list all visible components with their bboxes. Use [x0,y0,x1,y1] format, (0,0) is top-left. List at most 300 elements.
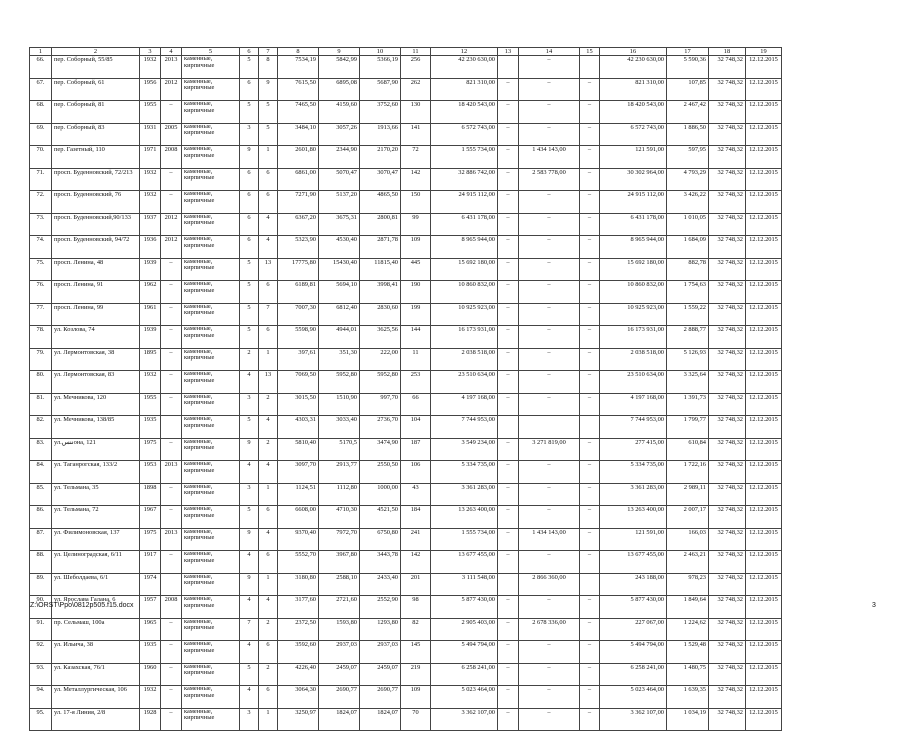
column-number-cell: 3 [140,48,161,56]
table-cell: 23 510 634,00 [600,371,667,394]
table-cell: – [161,641,182,664]
table-cell: 72. [30,191,52,214]
table-cell: ул. Филимоновская, 137 [52,528,140,551]
table-cell: – [498,596,519,619]
table-cell: 1898 [140,483,161,506]
column-number-cell: 5 [182,48,240,56]
table-cell: 1 555 734,00 [431,146,498,169]
table-cell: – [498,438,519,461]
table-cell: 32 748,32 [709,551,746,574]
table-cell: каменные, кирпичные [182,348,240,371]
table-cell: каменные, кирпичные [182,236,240,259]
table-cell: 4710,30 [319,506,360,529]
table-cell: – [580,663,600,686]
table-cell: 32 748,32 [709,168,746,191]
table-row [30,371,782,394]
table-cell: 32 748,32 [709,258,746,281]
table-cell: 1957 [140,596,161,619]
table-cell: 74. [30,236,52,259]
table-cell: 18 420 543,00 [600,101,667,124]
table-cell: 130 [401,101,431,124]
table-cell: 9 [240,438,259,461]
table-cell: 2012 [161,78,182,101]
table-cell: – [498,483,519,506]
table-cell: 5952,80 [319,371,360,394]
table-cell [161,416,182,439]
table-cell: 2344,90 [319,146,360,169]
table-cell: 1 224,62 [667,618,709,641]
table-cell: – [519,393,580,416]
table-cell: каменные, кирпичные [182,191,240,214]
table-cell: 3 [240,483,259,506]
column-number-cell: 9 [319,48,360,56]
table-cell: – [580,326,600,349]
table-cell: 6 431 178,00 [431,213,498,236]
table-cell: 5 [240,101,259,124]
table-cell: 1 [259,708,278,731]
table-cell: – [519,326,580,349]
table-row [30,461,782,484]
table-cell: 3 111 548,00 [431,573,498,596]
table-cell: 6 431 178,00 [600,213,667,236]
table-cell: 1955 [140,393,161,416]
table-cell: 32 748,32 [709,506,746,529]
table-cell: 3 361 283,00 [431,483,498,506]
table-cell: просп. Буденновский, 72/213 [52,168,140,191]
table-cell: ул. Металлургическая, 106 [52,686,140,709]
table-cell: – [498,708,519,731]
table-cell: – [498,528,519,551]
table-cell: 32 748,32 [709,618,746,641]
table-cell: 187 [401,438,431,461]
table-cell: 1824,07 [360,708,401,731]
table-cell: 10 860 832,00 [431,281,498,304]
table-cell: 12.12.2015 [746,618,782,641]
table-cell: 1935 [140,416,161,439]
table-cell: ул. Тельмана, 35 [52,483,140,506]
table-cell: 9 [240,573,259,596]
table-cell: 5687,90 [360,78,401,101]
column-number-cell: 16 [600,48,667,56]
table-cell: – [161,483,182,506]
table-cell: 5 494 794,00 [600,641,667,664]
table-cell: пер. Соборный, 61 [52,78,140,101]
table-cell: 7972,70 [319,528,360,551]
table-row [30,483,782,506]
column-number-cell: 19 [746,48,782,56]
table-cell: 5842,99 [319,56,360,79]
table-row [30,416,782,439]
table-cell: 72 [401,146,431,169]
table-cell: 92. [30,641,52,664]
table-cell: каменные, кирпичные [182,416,240,439]
table-cell: – [580,461,600,484]
table-cell: 1112,80 [319,483,360,506]
table-cell: – [498,348,519,371]
table-cell: 1 529,48 [667,641,709,664]
table-cell: – [519,461,580,484]
table-cell: 1 639,35 [667,686,709,709]
table-cell: – [498,506,519,529]
table-cell: 1 [259,146,278,169]
table-cell: 4 [259,236,278,259]
table-row [30,641,782,664]
table-cell: 32 748,32 [709,303,746,326]
table-cell: 4 [240,686,259,709]
table-cell: 5810,40 [278,438,319,461]
table-cell: – [161,438,182,461]
table-row [30,326,782,349]
table-cell: – [519,686,580,709]
table-cell: 2005 [161,123,182,146]
table-cell: 6861,00 [278,168,319,191]
table-cell: – [519,483,580,506]
table-row [30,303,782,326]
table-cell: 2 [259,618,278,641]
table-cell: – [161,686,182,709]
table-cell: 32 748,32 [709,596,746,619]
table-cell: 1967 [140,506,161,529]
table-row [30,348,782,371]
column-number-cell: 10 [360,48,401,56]
table-row [30,708,782,731]
table-cell: 87. [30,528,52,551]
table-cell: – [519,371,580,394]
table-cell: каменные, кирпичные [182,101,240,124]
table-cell: – [161,506,182,529]
table-cell: 2552,90 [360,596,401,619]
table-cell: – [161,191,182,214]
table-cell: 12.12.2015 [746,708,782,731]
table-cell: – [498,551,519,574]
table-cell: 4865,50 [360,191,401,214]
table-cell: каменные, кирпичные [182,573,240,596]
table-row [30,101,782,124]
table-cell: 17775,80 [278,258,319,281]
table-cell: 6812,40 [319,303,360,326]
table-cell: – [519,236,580,259]
column-number-cell: 7 [259,48,278,56]
table-cell: 9 [240,528,259,551]
table-cell: 32 748,32 [709,641,746,664]
table-cell: 12.12.2015 [746,101,782,124]
table-cell: 1 034,19 [667,708,709,731]
table-row [30,281,782,304]
table-cell: 201 [401,573,431,596]
table-cell: – [161,303,182,326]
table-cell: 13 677 455,00 [431,551,498,574]
table-cell: – [161,326,182,349]
table-cell: 88. [30,551,52,574]
table-cell: 3033,40 [319,416,360,439]
table-cell: 6 258 241,00 [431,663,498,686]
table-cell: 18 420 543,00 [431,101,498,124]
table-cell: 1 799,77 [667,416,709,439]
table-cell: – [498,78,519,101]
table-row [30,258,782,281]
table-cell: 4 197 168,00 [431,393,498,416]
table-cell: 79. [30,348,52,371]
table-cell: 4 [259,461,278,484]
table-row [30,393,782,416]
table-cell: 2690,77 [360,686,401,709]
table-cell: 4 [240,551,259,574]
table-cell: 121 591,00 [600,528,667,551]
table-cell: – [519,551,580,574]
table-cell: просп. Ленина, 48 [52,258,140,281]
table-cell: 12.12.2015 [746,123,782,146]
table-cell: 243 188,00 [600,573,667,596]
table-cell: 9370,40 [278,528,319,551]
table-cell: 71. [30,168,52,191]
table-cell: 43 [401,483,431,506]
table-cell: ул. Таганрогская, 133/2 [52,461,140,484]
table-cell: 1935 [140,641,161,664]
table-cell: – [498,123,519,146]
table-row [30,236,782,259]
table-cell: – [498,686,519,709]
table-cell: 32 748,32 [709,191,746,214]
table-cell: – [161,618,182,641]
table-cell: 6 [259,506,278,529]
table-cell: 5 023 464,00 [431,686,498,709]
table-cell: 5 [259,123,278,146]
table-cell: каменные, кирпичные [182,708,240,731]
table-cell: 6 258 241,00 [600,663,667,686]
table-cell: 2937,03 [360,641,401,664]
table-cell: – [161,168,182,191]
table-cell: 4 [240,461,259,484]
table-cell: 3752,60 [360,101,401,124]
table-cell: 13 [259,258,278,281]
table-cell: 227 067,00 [600,618,667,641]
table-cell: просп. Ленина, 99 [52,303,140,326]
table-cell: 16 173 931,00 [600,326,667,349]
table-cell: 2800,81 [360,213,401,236]
table-cell: 2008 [161,146,182,169]
table-cell: 5 [259,101,278,124]
table-row [30,146,782,169]
table-cell: – [580,213,600,236]
table-cell: 6 [240,236,259,259]
table-cell: 32 748,32 [709,146,746,169]
table-cell: 6 [259,191,278,214]
table-cell: 6189,81 [278,281,319,304]
table-cell: – [580,371,600,394]
table-cell [498,573,519,596]
table-cell: 5 [240,281,259,304]
table-cell: – [498,371,519,394]
table-cell: 76. [30,281,52,304]
table-cell: 93. [30,663,52,686]
table-cell: ул. Ярослава Галана, 6 [52,596,140,619]
table-cell: каменные, кирпичные [182,123,240,146]
table-cell: 11815,40 [360,258,401,281]
table-cell: 5 [240,506,259,529]
table-row [30,528,782,551]
table-cell: 2459,07 [360,663,401,686]
table-cell: 6 [259,686,278,709]
table-cell: каменные, кирпичные [182,641,240,664]
table-cell: 15430,40 [319,258,360,281]
table-cell: 1 434 143,00 [519,528,580,551]
table-cell: 1932 [140,371,161,394]
table-cell: 12.12.2015 [746,663,782,686]
table-cell: – [498,146,519,169]
table-cell: 32 748,32 [709,461,746,484]
column-number-cell: 14 [519,48,580,56]
table-cell: 5366,19 [360,56,401,79]
table-cell: 978,23 [667,573,709,596]
table-cell: 106 [401,461,431,484]
table-cell: 5 334 735,00 [600,461,667,484]
table-cell: 2830,60 [360,303,401,326]
table-cell: 12.12.2015 [746,393,782,416]
table-cell: 190 [401,281,431,304]
table-cell: 7615,50 [278,78,319,101]
table-cell: каменные, кирпичные [182,258,240,281]
table-cell: 42 230 630,00 [431,56,498,79]
table-cell: 12.12.2015 [746,168,782,191]
table-cell: 4 [259,416,278,439]
table-cell: 75. [30,258,52,281]
table-cell: 2 989,11 [667,483,709,506]
table-cell: 184 [401,506,431,529]
table-cell: 3675,31 [319,213,360,236]
table-cell: 2013 [161,56,182,79]
table-cell: каменные, кирпичные [182,438,240,461]
table-cell: – [498,191,519,214]
table-cell: 6 [259,551,278,574]
table-cell: 3015,50 [278,393,319,416]
table-cell: 3 362 107,00 [431,708,498,731]
table-row [30,213,782,236]
table-cell: – [498,461,519,484]
table-cell: 3 [240,393,259,416]
table-cell: 1917 [140,551,161,574]
table-cell: 1 [259,348,278,371]
table-cell: – [519,663,580,686]
header-row [30,48,782,56]
table-cell: – [580,191,600,214]
table-cell: – [498,101,519,124]
table-cell: 12.12.2015 [746,506,782,529]
table-cell: 3070,47 [360,168,401,191]
table-cell: 83. [30,438,52,461]
table-cell: 4 793,29 [667,168,709,191]
table-cell [161,573,182,596]
table-cell: 2913,77 [319,461,360,484]
table-row [30,686,782,709]
table-cell: 12.12.2015 [746,461,782,484]
table-cell: 12.12.2015 [746,573,782,596]
table-cell: 78. [30,326,52,349]
table-cell: 12.12.2015 [746,236,782,259]
table-cell: 2937,03 [319,641,360,664]
table-cell: 42 230 630,00 [600,56,667,79]
table-cell: 32 748,32 [709,78,746,101]
table-cell: 1 480,75 [667,663,709,686]
table-cell: 2012 [161,236,182,259]
table-cell: – [580,438,600,461]
table-cell: пер. Соборный, 81 [52,101,140,124]
table-cell: – [498,281,519,304]
column-number-cell: 1 [30,48,52,56]
table-cell: 3180,80 [278,573,319,596]
table-cell: 23 510 634,00 [431,371,498,394]
table-cell: – [580,506,600,529]
table-cell: 32 748,32 [709,348,746,371]
table-cell: 1 010,05 [667,213,709,236]
table-cell: 1510,90 [319,393,360,416]
table-cell: 12.12.2015 [746,416,782,439]
table-cell: каменные, кирпичные [182,461,240,484]
table-cell: 4 [259,528,278,551]
table-cell: 2 678 336,00 [519,618,580,641]
table-cell: 3998,41 [360,281,401,304]
table-cell: – [498,641,519,664]
table-cell [498,56,519,79]
table-cell: 66. [30,56,52,79]
table-row [30,78,782,101]
table-cell: 3 362 107,00 [600,708,667,731]
table-cell: 4 [240,596,259,619]
table-cell: – [580,483,600,506]
table-cell: 2 [259,393,278,416]
table-cell: – [519,213,580,236]
table-cell: 6895,08 [319,78,360,101]
table-cell: 7465,50 [278,101,319,124]
table-cell: пер. Соборный, 55/85 [52,56,140,79]
table-cell: – [580,236,600,259]
table-cell: 13 263 400,00 [431,506,498,529]
table-cell: 12.12.2015 [746,528,782,551]
table-cell: 821 310,00 [600,78,667,101]
table-cell: – [519,56,580,79]
table-cell: 66 [401,393,431,416]
table-cell: 32 748,32 [709,416,746,439]
table-cell: каменные, кирпичные [182,56,240,79]
table-cell: – [498,213,519,236]
table-cell: – [498,168,519,191]
table-cell: 2721,60 [319,596,360,619]
table-row [30,573,782,596]
table-cell: 1593,80 [319,618,360,641]
table-cell: каменные, кирпичные [182,168,240,191]
table-cell: ул. Целиноградская, 6/11 [52,551,140,574]
table-cell: 241 [401,528,431,551]
table-cell: 2 038 518,00 [600,348,667,371]
table-cell: 1 434 143,00 [519,146,580,169]
table-cell: 81. [30,393,52,416]
table-cell: 13 677 455,00 [600,551,667,574]
table-cell: 1953 [140,461,161,484]
table-cell: 2170,20 [360,146,401,169]
table-cell: 12.12.2015 [746,348,782,371]
table-cell: ул. Мечникова, 138/85 [52,416,140,439]
table-cell: каменные, кирпичные [182,371,240,394]
table-cell: 3 549 234,00 [431,438,498,461]
table-cell: 5 [240,303,259,326]
table-cell: 32 748,32 [709,483,746,506]
table-cell: 1960 [140,663,161,686]
table-cell: каменные, кирпичные [182,686,240,709]
table-cell: – [498,326,519,349]
column-number-cell: 13 [498,48,519,56]
table-cell: 6 [240,78,259,101]
table-row [30,438,782,461]
table-cell: 2871,78 [360,236,401,259]
